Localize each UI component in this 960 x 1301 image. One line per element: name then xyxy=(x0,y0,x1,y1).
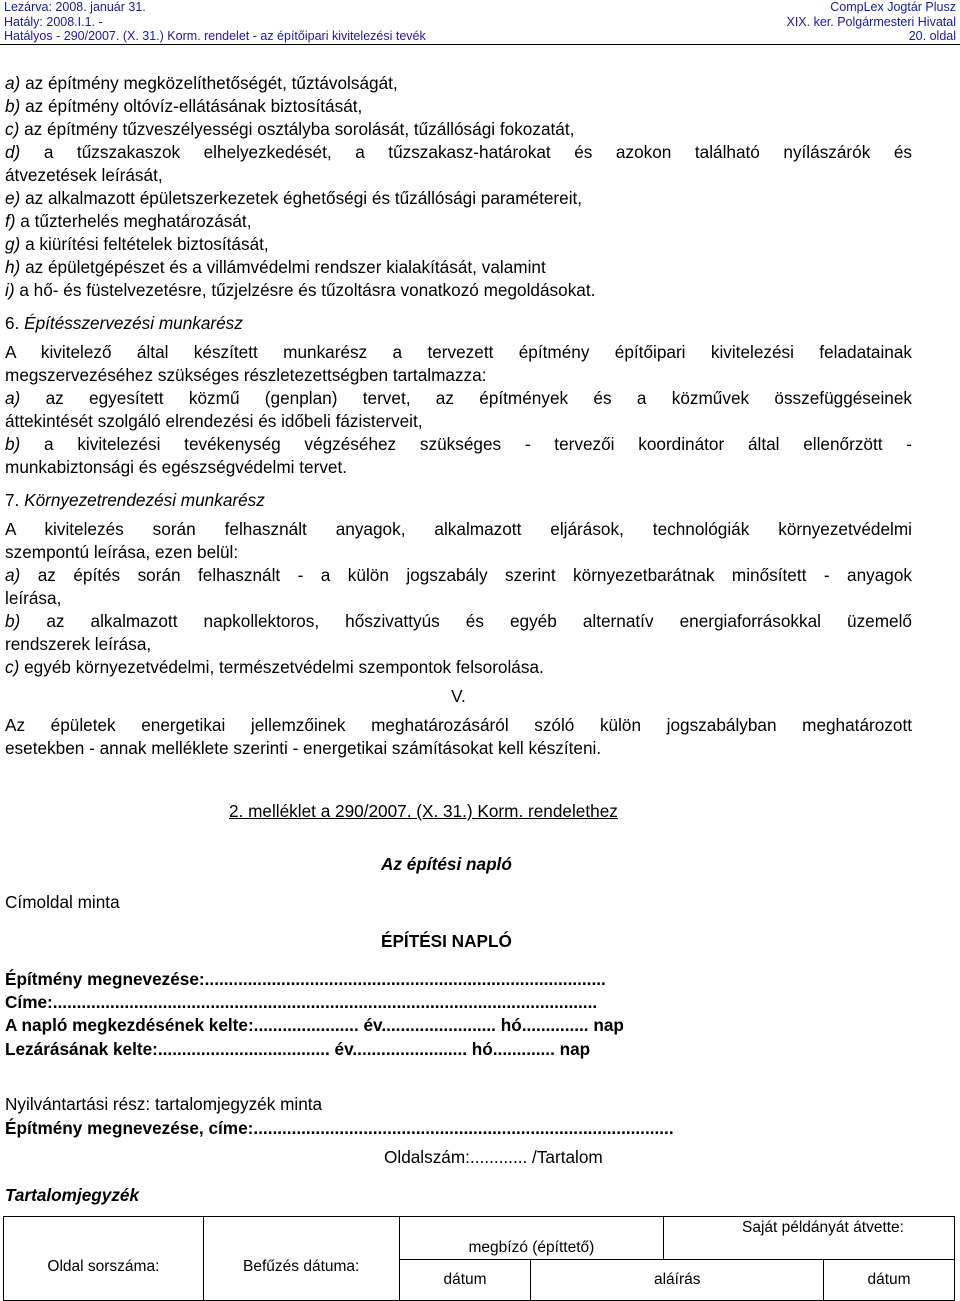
annex-title: 2. melléklet a 290/2007. (X. 31.) Korm. rendelethez xyxy=(229,801,618,821)
list-item: f) a tűzterhelés meghatározását, xyxy=(5,211,252,231)
table-header-received: Saját példányát átvette: xyxy=(664,1217,955,1260)
page-number-field: Oldalszám:............ /Tartalom xyxy=(384,1147,603,1167)
table-subheader-signature: aláírás xyxy=(531,1260,824,1301)
header-effective: Hatályos - 290/2007. (X. 31.) Korm. rendelet - az építőipari kivitelezési tevék xyxy=(4,29,426,43)
part-v-heading: V. xyxy=(451,686,466,706)
header-effect: Hatály: 2008.I.1. - xyxy=(4,14,103,29)
section-7-item-b: b) az alkalmazott napkollektoros, hőszivattyús és egyéb alternatív energiaforrásokkal üzemelő xyxy=(5,611,912,631)
naplo-caps-title: ÉPÍTÉSI NAPLÓ xyxy=(381,931,512,951)
toc-title: Tartalomjegyzék xyxy=(5,1185,140,1205)
table-header-page-number: Oldal sorszáma: xyxy=(4,1217,204,1301)
section-7-heading: 7. Környezetrendezési munkarész xyxy=(5,490,265,510)
list-item: b) az építmény oltóvíz-ellátásának biztosítását, xyxy=(5,96,363,116)
cover-sample-label: Címoldal minta xyxy=(5,892,120,912)
field-building-name-address: Építmény megnevezése, címe:........................................................................................ xyxy=(5,1118,674,1138)
header-product: CompLex Jogtár Plusz xyxy=(830,0,956,14)
section-6-intro-cont: megszervezéséhez szükséges részletezettségben tartalmazza: xyxy=(5,365,487,385)
section-7-item-c: c) egyéb környezetvédelmi, természetvédelmi szempontok felsorolása. xyxy=(5,657,544,677)
list-item: d) a tűzszakaszok elhelyezkedését, a tűzszakasz-határokat és azokon található nyílászárók és xyxy=(5,142,912,162)
table-subheader-date-2: dátum xyxy=(824,1260,955,1301)
register-part-label: Nyilvántartási rész: tartalomjegyzék minta xyxy=(5,1094,323,1114)
page-header-left xyxy=(4,0,426,44)
table-subheader-date: dátum xyxy=(399,1260,531,1301)
section-6-heading: 6. Építésszervezési munkarész xyxy=(5,313,243,333)
section-7-item-b-cont: rendszerek leírása, xyxy=(5,634,152,654)
header-divider xyxy=(0,44,960,45)
list-item: c) az építmény tűzveszélyességi osztályba sorolását, tűzállósági fokozatát, xyxy=(5,119,575,139)
list-item: h) az épületgépészet és a villámvédelmi rendszer kialakítását, valamint xyxy=(5,257,546,277)
field-start-date: A napló megkezdésének kelte:...................... év........................ hó.............. nap xyxy=(5,1015,624,1035)
list-item: i) a hő- és füstelvezetésre, tűzjelzésre és tűzoltásra vonatkozó megoldásokat. xyxy=(5,280,596,300)
section-7-intro-cont: szempontú leírása, ezen belül: xyxy=(5,542,239,562)
field-building-name: Építmény megnevezése:.................................................................................... xyxy=(5,969,606,989)
toc-table xyxy=(3,1216,955,1301)
section-7-item-a-cont: leírása, xyxy=(5,588,62,608)
part-v-text-cont: esetekben - annak melléklete szerinti - energetikai számításokat kell készíteni. xyxy=(5,738,602,758)
section-6-item-b: b) a kivitelezési tevékenység végzéséhez szükséges - tervezői koordinátor által ellenőrzött - xyxy=(5,434,912,454)
header-office: XIX. ker. Polgármesteri Hivatal xyxy=(786,14,956,29)
document-body xyxy=(5,72,912,760)
section-6-item-a: a) az egyesített közmű (genplan) tervet, az építmények és a közművek összefüggéseinek xyxy=(5,388,912,408)
part-v-text: Az épületek energetikai jellemzőinek meghatározásáról szóló külön jogszabályban meghatározott xyxy=(5,715,912,735)
page-header-right xyxy=(786,0,956,44)
section-7-item-a: a) az építés során felhasznált - a külön jogszabály szerint környezetbarátnak minősített - anyagok xyxy=(5,565,912,585)
list-item: g) a kiürítési feltételek biztosítását, xyxy=(5,234,269,254)
field-address: Címe:.................................................................................................................. xyxy=(5,992,598,1012)
section-6-item-a-cont: áttekintését szolgáló elrendezési és időbeli fázisterveit, xyxy=(5,411,423,431)
field-close-date: Lezárásának kelte:.................................... év........................ hó............. nap xyxy=(5,1039,591,1059)
header-page-number: 20. oldal xyxy=(908,29,956,43)
section-7-intro: A kivitelezés során felhasznált anyagok, alkalmazott eljárások, technológiák környezetvédelmi xyxy=(5,519,912,539)
list-item: átvezetések leírását, xyxy=(5,165,163,185)
table-header-client: megbízó (építtető) xyxy=(399,1217,664,1260)
table-header-insert-date: Befűzés dátuma: xyxy=(203,1217,399,1301)
section-6-intro: A kivitelező által készített munkarész a tervezett építmény építőipari kivitelezési feladatainak xyxy=(5,342,912,362)
list-item: a) az építmény megközelíthetőségét, tűztávolságát, xyxy=(5,73,398,93)
header-closed-date: Lezárva: 2008. január 31. xyxy=(4,0,146,14)
naplo-title: Az építési napló xyxy=(381,854,512,874)
list-item: e) az alkalmazott épületszerkezetek éghetőségi és tűzállósági paramétereit, xyxy=(5,188,583,208)
section-6-item-b-cont: munkabiztonsági és egészségvédelmi tervet. xyxy=(5,457,348,477)
